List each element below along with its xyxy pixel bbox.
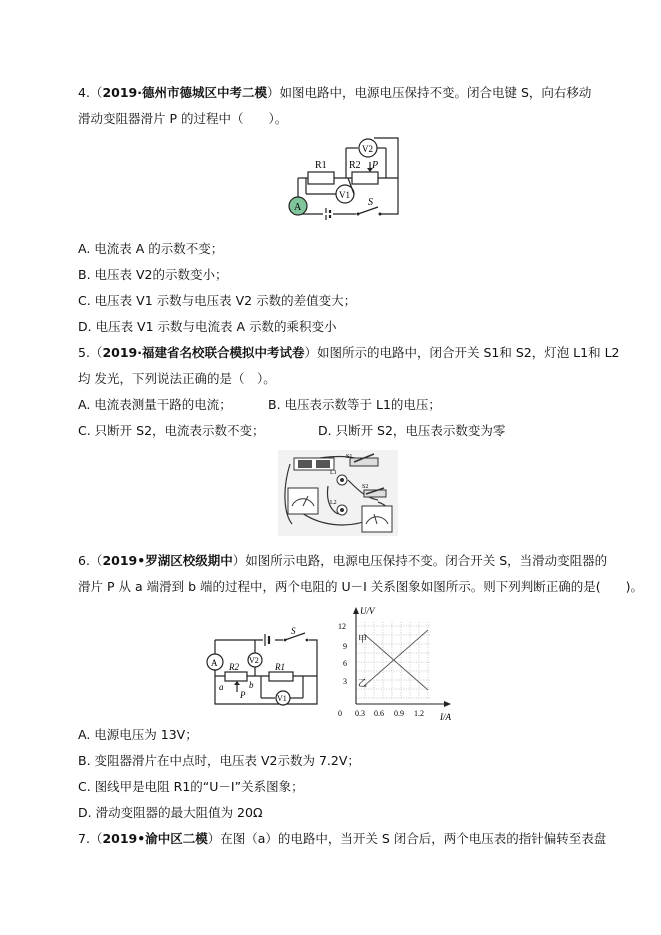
q6-graph-ytick-12: 12 [338,622,346,631]
q5-source: 2019·福建省名校联合模拟中考试卷 [102,345,305,360]
q6-option-a: A. 电源电压为 13V； [78,727,198,742]
q6-r1-label: R1 [275,662,285,672]
q4-p-label: P [372,160,379,171]
q6-stem-text: ）如图所示电路，电源电压保持不变。闭合开关 S，当滑动变阻器的 [232,553,608,568]
q6-graph-ytick-3: 3 [343,677,347,686]
q6-stem-line2: 滑片 P 从 a 端滑到 b 端的过程中，两个电阻的 U－I 关系图象如图所示。则下列判断正确的是( )。 [78,579,644,594]
q4-switch-label: S [368,197,373,208]
q6-graph-jia-label: 甲 [358,634,368,644]
q6-graph-grid [356,622,430,698]
q6-graph-ytick-6: 6 [343,659,347,668]
q6-a-end-label: a [219,682,224,692]
q6-number: 6.（ [78,553,103,568]
q4-source: 2019·德州市德城区中考二模 [102,85,267,100]
q4-option-d: D. 电压表 V1 示数与电流表 A 示数的乘积变小 [78,319,337,334]
q4-v2-label: V2 [362,144,373,154]
q6-v1-label: V1 [277,694,287,703]
q6-graph-xtick-12: 1.2 [414,709,424,718]
q4-stem-text: ）如图电路中，电源电压保持不变。闭合电键 S，向右移动 [266,85,592,100]
q4-r1-label: R1 [315,160,327,171]
q6-b-end-label: b [249,680,254,690]
q6-source: 2019•罗湖区校级期中 [102,553,233,568]
q5-s1-label: S1 [346,454,353,460]
q6-graph-xtick-03: 0.3 [355,709,365,718]
q5-option-d: D. 只断开 S2，电压表示数变为零 [318,423,506,438]
q6-graph-xtick-0: 0 [338,709,342,718]
q4-option-b: B. 电压表 V2的示数变小； [78,267,228,282]
q6-stem-line1 [78,552,607,570]
q5-l2-label: L2 [330,500,337,506]
q6-option-c: C. 图线甲是电阻 R1的“U－I”关系图象； [78,779,304,794]
q4-v1-label: V1 [339,190,350,200]
q4-stem-line1 [78,84,591,102]
q5-stem-line2: 均 发光，下列说法正确的是（ ）。 [78,371,276,386]
q5-stem-text: ）如图所示的电路中，闭合开关 S1和 S2，灯泡 L1和 L2 [304,345,620,360]
q6-graph-line-yi [364,630,428,686]
q5-option-c: C. 只断开 S2，电流表示数不变； [78,423,265,438]
q5-stem-line1 [78,344,620,362]
q6-circuit-figure [203,626,323,712]
q4-ammeter-label: A [294,202,302,213]
q7-stem-text: ）在图（a）的电路中，当开关 S 闭合后，两个电压表的指针偏转至表盘 [207,831,607,846]
q5-option-b: B. 电压表示数等于 L1的电压； [268,397,441,412]
q4-circuit-figure [286,134,410,230]
q4-number: 4.（ [78,85,103,100]
q4-stem-line2: 滑动变阻器滑片 P 的过程中（ ）。 [78,111,288,126]
q5-l1-label: L1 [330,470,337,476]
q5-number: 5.（ [78,345,103,360]
q6-graph-ytick-9: 9 [343,642,347,651]
q6-graph-yi-label: 乙 [358,678,368,688]
q6-switch-label: S [291,626,296,636]
q5-circuit-photo [278,450,398,536]
q6-option-b: B. 变阻器滑片在中点时，电压表 V2示数为 7.2V； [78,753,360,768]
q6-graph-xtick-06: 0.6 [374,709,384,718]
q6-option-d: D. 滑动变阻器的最大阻值为 20Ω [78,805,263,820]
q5-option-a: A. 电流表测量干路的电流； [78,397,232,412]
q4-option-c: C. 电压表 V1 示数与电压表 V2 示数的差值变大； [78,293,357,308]
q6-v2-label: V2 [249,656,259,665]
q6-graph-xtick-09: 0.9 [394,709,404,718]
q6-ammeter-label: A [211,658,218,668]
q4-option-a: A. 电流表 A 的示数不变； [78,241,224,256]
q6-p-label: P [240,690,246,700]
q7-number: 7.（ [78,831,103,846]
q7-source: 2019•渝中区二模 [102,831,208,846]
q6-ui-graph [334,604,454,748]
q4-r2-label: R2 [349,160,361,171]
q7-stem-line1 [78,830,606,848]
q6-graph-y-label: U/V [360,606,375,616]
q6-r2-label: R2 [229,662,239,672]
q6-graph-x-label: I/A [440,712,451,722]
q5-s2-label: S2 [362,484,369,490]
